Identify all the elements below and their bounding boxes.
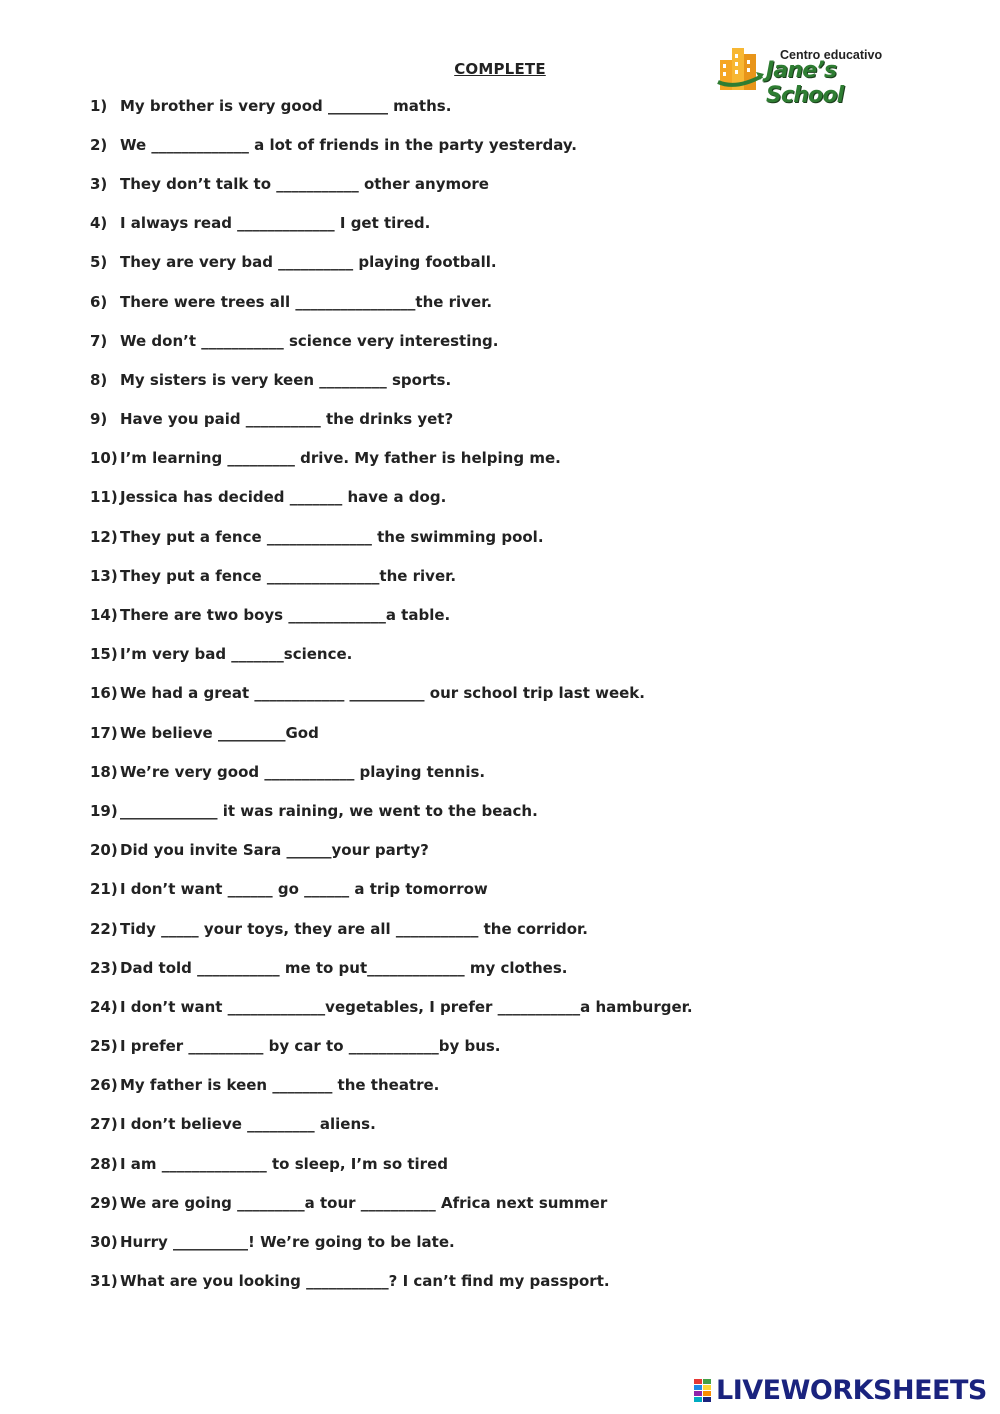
question-text: I always read _____________ I get tired. — [120, 214, 431, 233]
question-item — [90, 1027, 950, 1066]
question-text: We _____________ a lot of friends in the party yesterday. — [120, 135, 578, 154]
question-item — [90, 1222, 950, 1261]
question-item — [90, 1144, 950, 1183]
question-text: I’m very bad _______science. — [120, 645, 353, 664]
question-number: 18) — [90, 762, 118, 781]
question-item — [90, 791, 950, 830]
question-number: 23) — [90, 958, 118, 977]
question-number: 13) — [90, 566, 118, 585]
question-item — [90, 870, 950, 909]
question-number: 14) — [90, 606, 118, 625]
logo-subtitle: Centro educativo — [780, 48, 883, 62]
question-number: 20) — [90, 841, 118, 860]
question-text: My father is keen ________ the theatre. — [120, 1076, 440, 1095]
question-number: 17) — [90, 723, 118, 742]
question-text: I don’t believe _________ aliens. — [120, 1115, 376, 1134]
question-text: Have you paid __________ the drinks yet? — [120, 410, 454, 429]
question-text: Dad told ___________ me to put_____________ my clothes. — [120, 958, 568, 977]
question-item — [90, 674, 950, 713]
question-item — [90, 752, 950, 791]
question-number: 2) — [90, 135, 108, 154]
question-number: 27) — [90, 1115, 118, 1134]
question-text: Tidy _____ your toys, they are all ___________ the corridor. — [120, 919, 588, 938]
question-number: 19) — [90, 801, 118, 820]
question-number: 5) — [90, 253, 108, 272]
question-number: 31) — [90, 1272, 118, 1291]
question-text: There are two boys _____________a table. — [120, 606, 451, 625]
question-item — [90, 831, 950, 870]
question-text: We’re very good ____________ playing tennis. — [120, 762, 486, 781]
question-number: 9) — [90, 410, 108, 429]
question-item — [90, 164, 950, 203]
question-item — [90, 1262, 950, 1301]
question-item — [90, 909, 950, 948]
question-number: 26) — [90, 1076, 118, 1095]
question-number: 24) — [90, 997, 118, 1016]
question-item — [90, 987, 950, 1026]
question-number: 4) — [90, 214, 108, 233]
question-text: We don’t ___________ science very interesting. — [120, 331, 499, 350]
question-number: 16) — [90, 684, 118, 703]
question-item — [90, 204, 950, 243]
question-text: I prefer __________ by car to ____________by bus. — [120, 1037, 501, 1056]
question-item — [90, 321, 950, 360]
liveworksheets-wordmark: LIVEWORKSHEETS — [716, 1375, 987, 1406]
question-number: 12) — [90, 527, 118, 546]
question-text: Did you invite Sara ______your party? — [120, 841, 429, 860]
question-text: Jessica has decided _______ have a dog. — [120, 488, 447, 507]
question-text: We are going _________a tour __________ Africa next summer — [120, 1193, 608, 1212]
question-item — [90, 1105, 950, 1144]
question-text: They put a fence ______________ the swimming pool. — [120, 527, 544, 546]
page-title: COMPLETE — [454, 60, 546, 78]
liveworksheets-footer — [694, 1375, 994, 1405]
question-number: 11) — [90, 488, 118, 507]
question-number: 25) — [90, 1037, 118, 1056]
question-number: 1) — [90, 96, 108, 115]
school-logo — [716, 42, 916, 108]
question-text: Hurry __________! We’re going to be late. — [120, 1233, 455, 1252]
question-item — [90, 360, 950, 399]
question-text: I don’t want ______ go ______ a trip tomorrow — [120, 880, 488, 899]
question-text: _____________ it was raining, we went to the beach. — [120, 801, 538, 820]
question-number: 28) — [90, 1154, 118, 1173]
question-item — [90, 243, 950, 282]
question-text: They put a fence _______________the river. — [120, 566, 457, 585]
question-number: 10) — [90, 449, 118, 468]
question-text: We believe _________God — [120, 723, 319, 742]
question-item — [90, 125, 950, 164]
question-item — [90, 400, 950, 439]
question-item — [90, 635, 950, 674]
question-number: 21) — [90, 880, 118, 899]
question-text: My sisters is very keen _________ sports. — [120, 370, 452, 389]
question-text: I am ______________ to sleep, I’m so tired — [120, 1154, 448, 1173]
question-item — [90, 86, 950, 125]
question-number: 30) — [90, 1233, 118, 1252]
logo-school-name: Jane’s School — [766, 58, 844, 108]
question-item — [90, 478, 950, 517]
question-item — [90, 282, 950, 321]
question-number: 22) — [90, 919, 118, 938]
question-text: They are very bad __________ playing football. — [120, 253, 497, 272]
liveworksheets-logo-icon — [694, 1379, 712, 1403]
question-item — [90, 1183, 950, 1222]
question-item — [90, 439, 950, 478]
question-number: 7) — [90, 331, 108, 350]
question-text: We had a great ____________ __________ our school trip last week. — [120, 684, 645, 703]
question-text: I’m learning _________ drive. My father is helping me. — [120, 449, 561, 468]
question-item — [90, 517, 950, 556]
question-number: 3) — [90, 174, 108, 193]
question-text: What are you looking ___________? I can’t find my passport. — [120, 1272, 610, 1291]
question-item — [90, 948, 950, 987]
question-number: 8) — [90, 370, 108, 389]
question-number: 6) — [90, 292, 108, 311]
question-text: My brother is very good ________ maths. — [120, 96, 452, 115]
question-item — [90, 713, 950, 752]
question-number: 29) — [90, 1193, 118, 1212]
question-text: I don’t want _____________vegetables, I prefer ___________a hamburger. — [120, 997, 693, 1016]
question-text: There were trees all ________________the river. — [120, 292, 493, 311]
question-list — [90, 86, 950, 1301]
question-item — [90, 595, 950, 634]
question-item — [90, 1066, 950, 1105]
question-text: They don’t talk to ___________ other anymore — [120, 174, 489, 193]
question-number: 15) — [90, 645, 118, 664]
question-item — [90, 556, 950, 595]
